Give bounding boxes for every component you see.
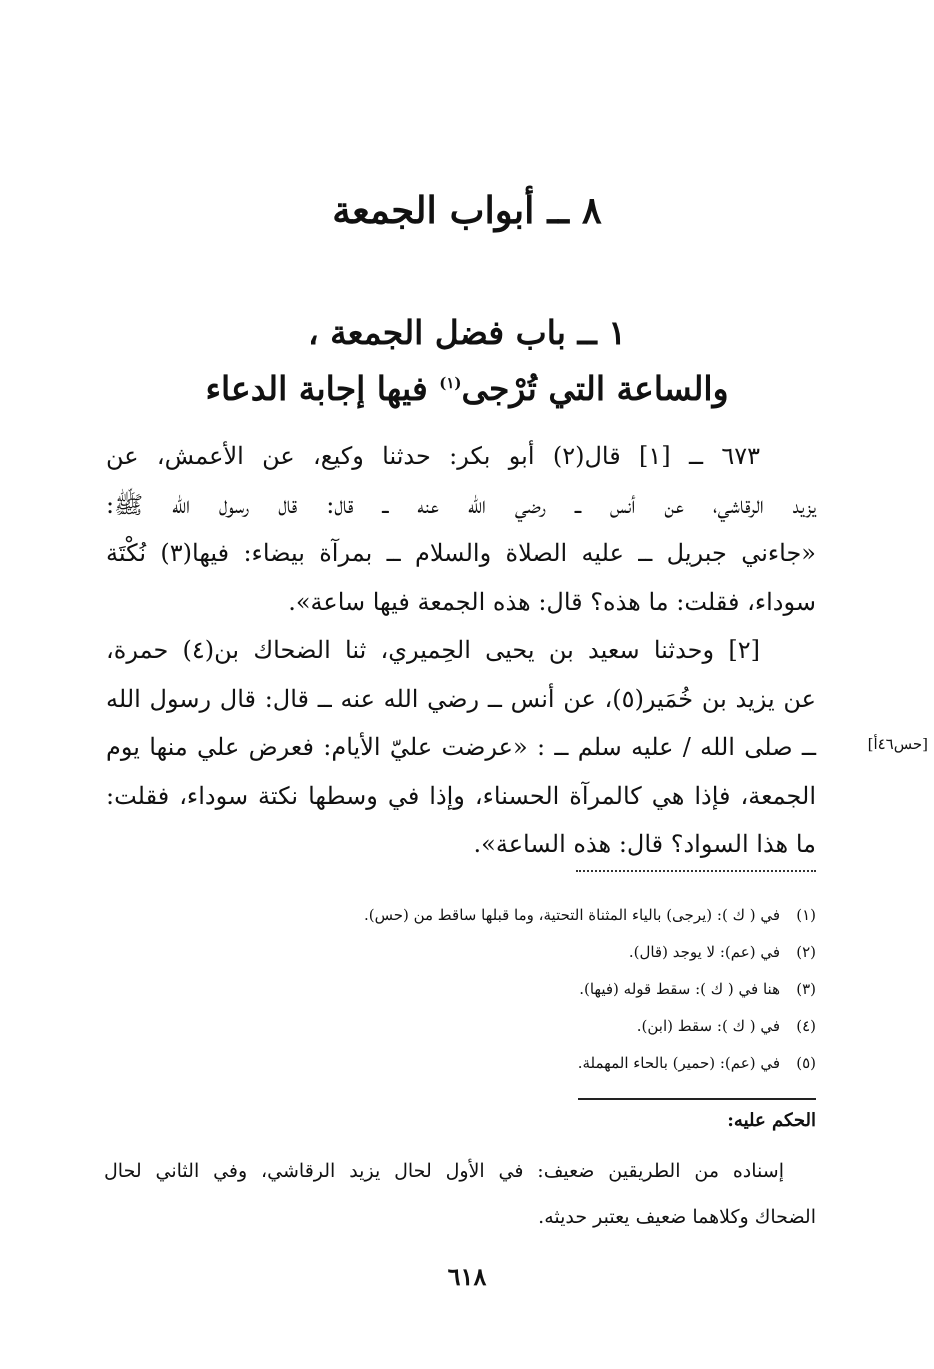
ruling-text: [104, 1148, 816, 1240]
footnote-item: [106, 971, 816, 1008]
footnote-number: (١): [796, 906, 816, 924]
hadith-line: يزيد الرقاشي، عن أنس ــ رضي الله عنه ــ قال: قال رسول الله ﷺ:: [106, 490, 816, 519]
footnote-number: (٢): [796, 943, 816, 961]
footnote-number: (٥): [796, 1054, 816, 1072]
footnote-separator: [576, 870, 816, 872]
footnotes: [106, 897, 816, 1082]
section-title: ٨ ــ أبواب الجمعة: [332, 188, 602, 232]
chapter-title-line-1: ١ ــ باب فضل الجمعة ،: [307, 313, 627, 352]
chapter-title-line-2: [0, 361, 934, 417]
ruling-heading: الحكم عليه:: [727, 1110, 816, 1131]
footnote-item: [106, 1045, 816, 1082]
ruling-line: إسناده من الطريقين ضعيف: في الأول لحال يزيد الرقاشي، وفي الثاني لحال: [104, 1160, 784, 1182]
footnote-text: هنا في ( ك ): سقط قوله (فيها).: [579, 980, 780, 998]
manuscript-margin-reference: [حس٤٦أ]: [867, 735, 928, 753]
footnote-item: [106, 897, 816, 934]
footnote-item: [106, 934, 816, 971]
footnote-number: (٤): [796, 1017, 816, 1035]
footnote-text: في (عم): (حمير) بالحاء المهملة.: [577, 1054, 780, 1072]
footnote-text: في (عم): لا يوجد (قال).: [628, 943, 780, 961]
footnote-number: (٣): [796, 980, 816, 998]
hadith-text: [106, 432, 816, 869]
hadith-line: الجمعة، فإذا هي كالمرآة الحسناء، وإذا في وسطها نكتة سوداء، فقلت:: [106, 781, 816, 810]
hadith-line: «جاءني جبريل ــ عليه الصلاة والسلام ــ بمرآة بيضاء: فيها(٣) نُكْتَة: [106, 539, 816, 567]
footnote-text: في ( ك ): (يرجى) بالياء المثناة التحتية، وما قبلها ساقط من (حس).: [363, 906, 780, 924]
footnote-item: [106, 1008, 816, 1045]
chapter-title: [0, 305, 934, 417]
chapter-title-line-2-end: فيها إجابة الدعاء: [205, 369, 440, 408]
ruling-divider: [578, 1098, 816, 1100]
hadith-line: ٦٧٣ ــ [١] قال(٢) أبو بكر: حدثنا وكيع، عن الأعمش، عن: [106, 442, 761, 470]
hadith-line: عن يزيد بن خُمَير(٥)، عن أنس ــ رضي الله عنه ــ قال: قال رسول الله: [106, 684, 816, 713]
hadith-line: سوداء، فقلت: ما هذه؟ قال: هذه الجمعة فيها ساعة».: [288, 587, 816, 616]
hadith-line: ــ صلى الله / عليه سلم ــ : «عرضت عليّ الأيام: فعرض علي منها يوم: [106, 733, 816, 761]
ruling-line: الضحاك وكلاهما ضعيف يعتبر حديثه.: [538, 1206, 816, 1228]
hadith-line: ما هذا السواد؟ قال: هذه الساعة».: [473, 830, 816, 858]
chapter-title-line-2-start: والساعة التي تُرْجى: [461, 369, 729, 408]
hadith-line: [٢] وحدثنا سعيد بن يحيى الحِميري، ثنا الضحاك بن(٤) حمرة،: [106, 636, 760, 664]
chapter-title-footnote-marker: (١): [439, 374, 462, 392]
page-number: ٦١٨: [447, 1262, 487, 1291]
footnote-text: في ( ك ): سقط (ابن).: [636, 1017, 780, 1035]
